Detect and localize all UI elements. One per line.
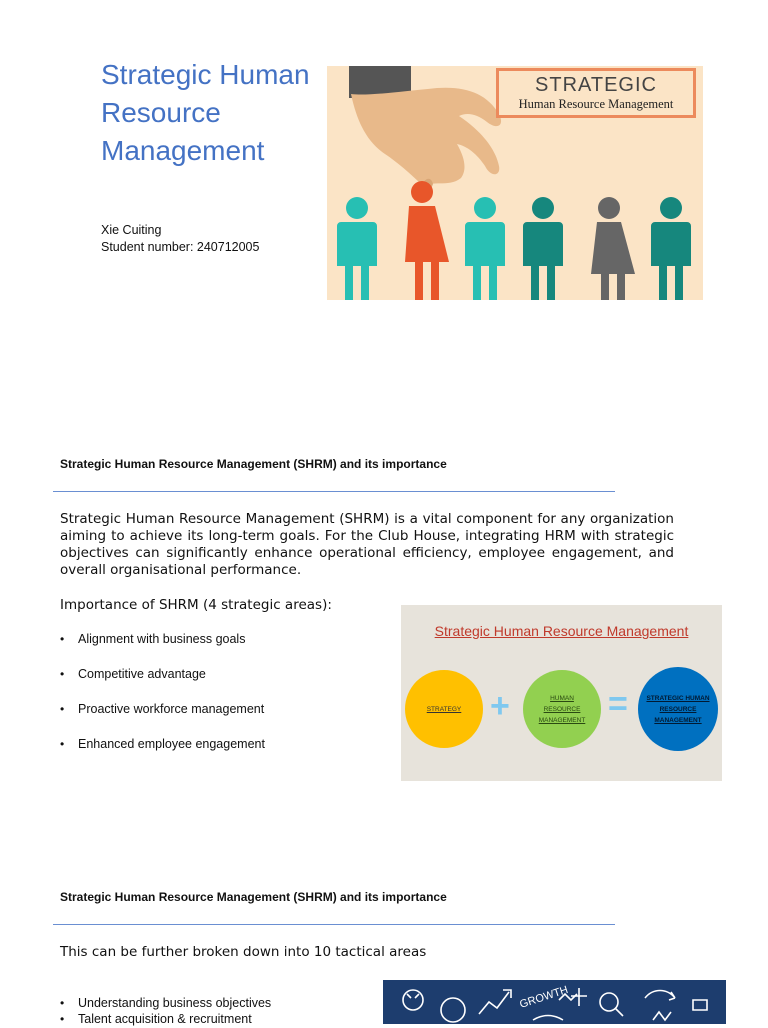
section1-heading: Strategic Human Resource Management (SHRM) and its importance — [60, 457, 447, 471]
section2-heading: Strategic Human Resource Management (SHRM) and its importance — [60, 890, 447, 904]
section1-divider — [53, 491, 615, 492]
shrm-diagram — [401, 605, 722, 781]
student-number: Student number: 240712005 — [101, 240, 260, 254]
shrm-label: STRATEGIC HUMAN RESOURCE MANAGEMENT — [646, 694, 710, 724]
slide-title: Strategic Human Resource Management — [101, 59, 310, 166]
shrm-circle — [638, 667, 718, 751]
hrm-label: HUMAN RESOURCE MANAGEMENT — [538, 694, 586, 724]
banner-line2: Human Resource Management — [518, 97, 674, 111]
equals-icon: = — [608, 685, 628, 723]
section1-bullet-list — [60, 632, 380, 772]
section1-subheading: Importance of SHRM (4 strategic areas): — [60, 597, 332, 613]
growth-text: GROWTH — [518, 983, 570, 1011]
strategy-label: STRATEGY — [426, 705, 462, 713]
author-name: Xie Cuiting — [101, 223, 162, 237]
cover-banner — [496, 68, 696, 118]
list-item: • Competitive advantage — [60, 667, 380, 702]
section1-paragraph: Strategic Human Resource Management (SHRM) is a vital component for any organization aiming to achieve its long-term goals. For the Club House, integrating HRM with strategic objectives can significantly enhance operational efficiency, employee engagement, and overall organisational performance. — [60, 511, 674, 578]
growth-doodle-image — [383, 980, 726, 1024]
list-item: • Enhanced employee engagement — [60, 737, 380, 772]
list-item: • Talent acquisition & recruitment — [60, 1012, 360, 1028]
strategy-circle — [405, 670, 483, 748]
growth-doodle-icon — [383, 980, 726, 1024]
author-block — [101, 222, 259, 256]
list-item: • Understanding business objectives — [60, 996, 360, 1012]
cover-image — [327, 66, 703, 300]
list-item: • Alignment with business goals — [60, 632, 380, 667]
section2-divider — [53, 924, 615, 925]
hrm-circle — [523, 670, 601, 748]
diagram-title: Strategic Human Resource Management — [434, 623, 689, 639]
list-item: • Proactive workforce management — [60, 702, 380, 737]
section2-paragraph: This can be further broken down into 10 tactical areas — [60, 944, 427, 960]
banner-line1: STRATEGIC — [535, 74, 657, 96]
section2-bullet-list — [60, 996, 360, 1028]
plus-icon: + — [490, 687, 510, 725]
